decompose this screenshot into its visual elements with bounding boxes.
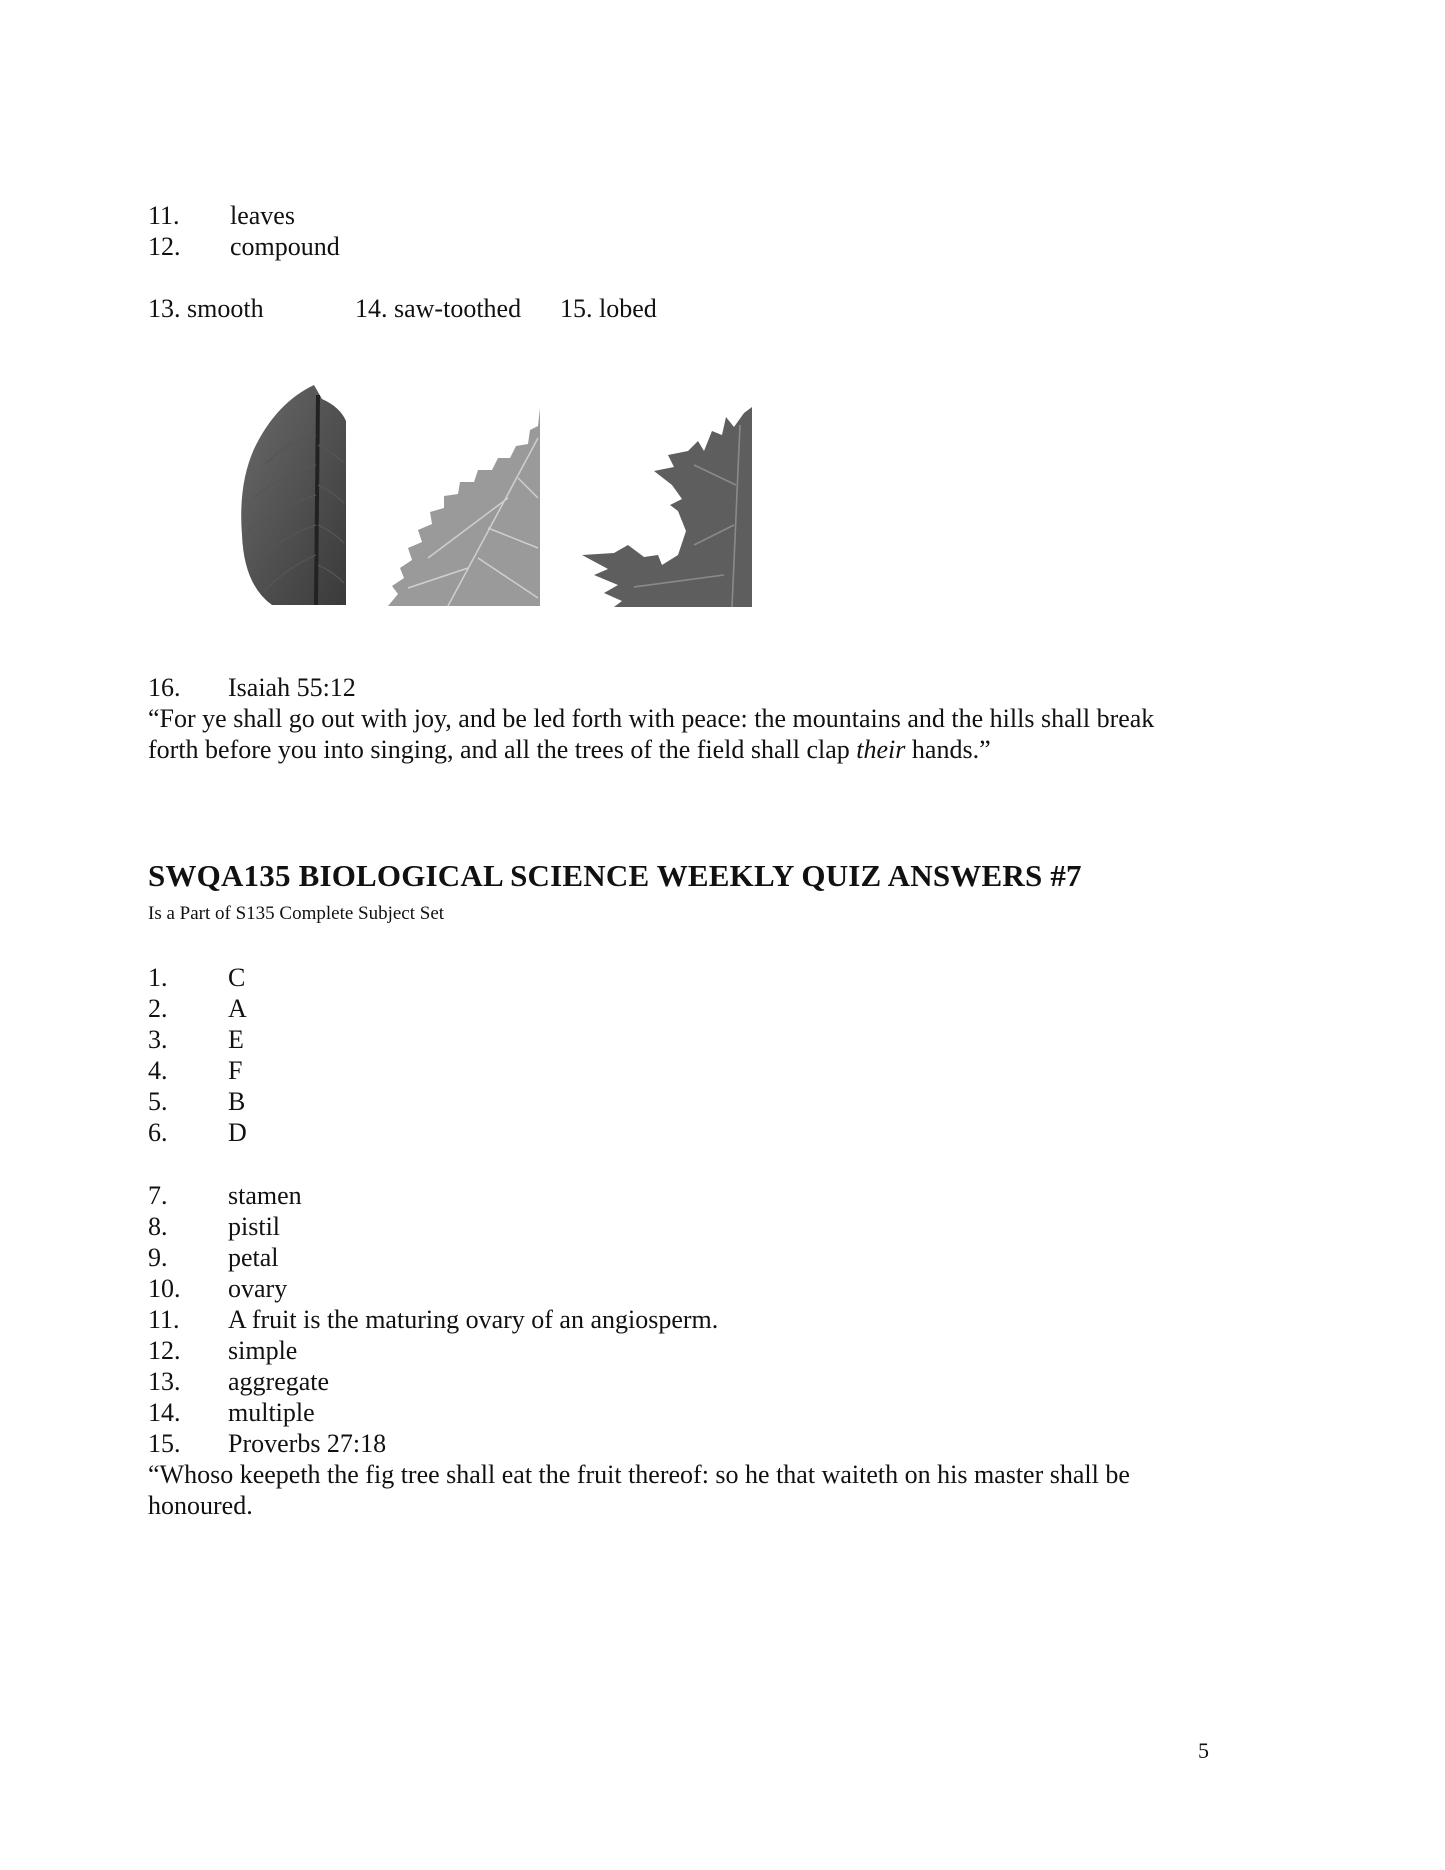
quiz-title: SWQA135 BIOLOGICAL SCIENCE WEEKLY QUIZ ANSWERS #7 bbox=[148, 858, 1082, 893]
proverbs-quote bbox=[148, 1459, 1268, 1521]
leaf-type-number: 14. bbox=[355, 294, 388, 323]
quote-line: “For ye shall go out with joy, and be led forth with peace: the mountains and the hills shall break bbox=[148, 704, 1155, 733]
leaf-type-14 bbox=[355, 293, 521, 324]
leaf-type-13 bbox=[148, 293, 264, 324]
leaf-type-label: saw-toothed bbox=[394, 294, 522, 323]
quote-line: honoured. bbox=[148, 1491, 253, 1520]
item-number: 12. bbox=[148, 232, 181, 261]
quote-line: forth before you into singing, and all the trees of the field shall clap their hands.” bbox=[148, 735, 991, 764]
leaf-type-label: lobed bbox=[599, 294, 657, 323]
scripture-reference: Isaiah 55:12 bbox=[228, 673, 356, 702]
item-number: 11. bbox=[148, 201, 180, 230]
isaiah-quote bbox=[148, 703, 1268, 765]
saw-toothed-leaf-image bbox=[388, 408, 548, 608]
leaf-type-15 bbox=[560, 293, 657, 324]
item-answer: compound bbox=[230, 232, 340, 261]
quiz-subtitle: Is a Part of S135 Complete Subject Set bbox=[148, 903, 445, 924]
lobed-leaf-image bbox=[574, 405, 754, 610]
page-number: 5 bbox=[1198, 1738, 1209, 1763]
smooth-leaf-image bbox=[236, 385, 354, 607]
item-number: 16. bbox=[148, 673, 181, 702]
item-answer: leaves bbox=[230, 201, 295, 230]
leaf-type-number: 15. bbox=[560, 294, 593, 323]
quote-line: “Whoso keepeth the fig tree shall eat the fruit thereof: so he that waiteth on his master shall be bbox=[148, 1460, 1130, 1489]
leaf-type-label: smooth bbox=[187, 294, 264, 323]
leaf-type-number: 13. bbox=[148, 294, 181, 323]
